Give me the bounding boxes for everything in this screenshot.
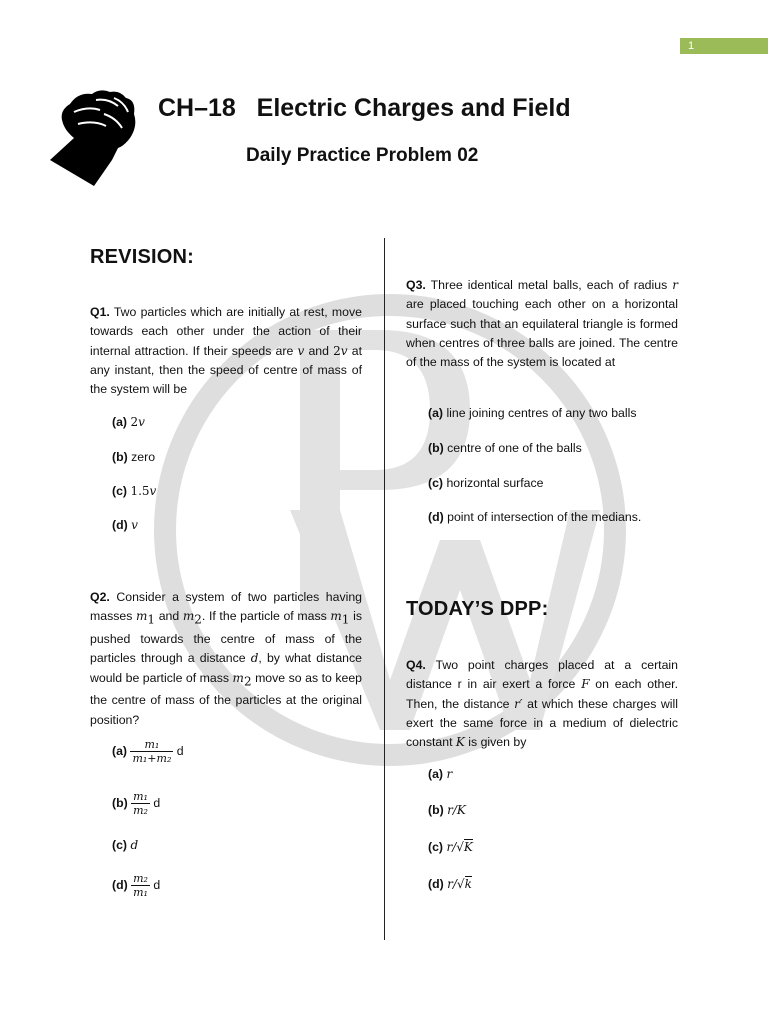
revision-heading: REVISION: [90,246,195,268]
q1-option-a[interactable]: (a) 2v [112,415,145,429]
question-2: Q2. Consider a system of two particles having masses $m_1$ and $m_2$. If the particle of mass $m_1$ is pushed towards the centre of mass of the particles through a distance d, by what distance would be particle of mass $m_2$ move so as to keep the centre of mass of the particles at the original position? [90,590,362,727]
q1-option-b[interactable]: (b) zero [112,450,156,464]
q3-option-a[interactable]: (a) line joining centres of any two balls [428,406,637,420]
q4-option-b[interactable]: (b) r/K [428,803,466,817]
raised-fist-icon [48,86,140,186]
q4-option-c[interactable]: (c) r/√K [428,840,473,854]
question-3: Q3. Three identical metal balls, each of radius r are placed touching each other on a horizontal surface such that an equilateral triangle is formed when centres of three balls are joined. The centre of the mass of the system is located at [406,278,678,370]
page-title: CH–18 Electric Charges and Field [158,94,571,122]
q2-option-a[interactable]: (a) $\frac{\text{m₁}}{\text{m₁+m₂}}$ d [112,738,184,765]
q2-option-c[interactable]: (c) d [112,838,139,852]
column-divider [384,238,385,940]
q4-option-a[interactable]: (a) r [428,767,453,781]
question-1: Q1. Two particles which are initially at rest, move towards each other under the action of their internal attraction. If their speeds are v and 2v at any instant, then the speed of centre of mass of the system will be [90,305,362,397]
q3-option-d[interactable]: (d) point of intersection of the medians. [428,510,642,524]
page-number-tab: 1 [680,38,768,54]
q4-option-d[interactable]: (d) r/√k [428,877,472,891]
q2-option-d[interactable]: (d) $\frac{\text{m₂}}{\text{m₁}}$ d [112,872,161,899]
question-4: Q4. Two point charges placed at a certain distance r in air exert a force F on each other. Then, the distance r′ at which these charges will exert the same force in a medium of dielectric constant K is given by [406,658,678,750]
page-subtitle: Daily Practice Problem 02 [246,145,479,166]
q1-option-c[interactable]: (c) 1.5v [112,484,157,498]
q3-option-b[interactable]: (b) centre of one of the balls [428,441,582,455]
todays-dpp-heading: TODAY’S DPP: [406,598,549,620]
q3-option-c[interactable]: (c) horizontal surface [428,476,544,490]
q1-label: Q1. [90,305,110,319]
q1-option-d[interactable]: (d) v [112,518,138,532]
q1-two-v: 2v [333,343,348,358]
q2-option-b[interactable]: (b) $\frac{\text{m₁}}{\text{m₂}}$ d [112,790,161,817]
